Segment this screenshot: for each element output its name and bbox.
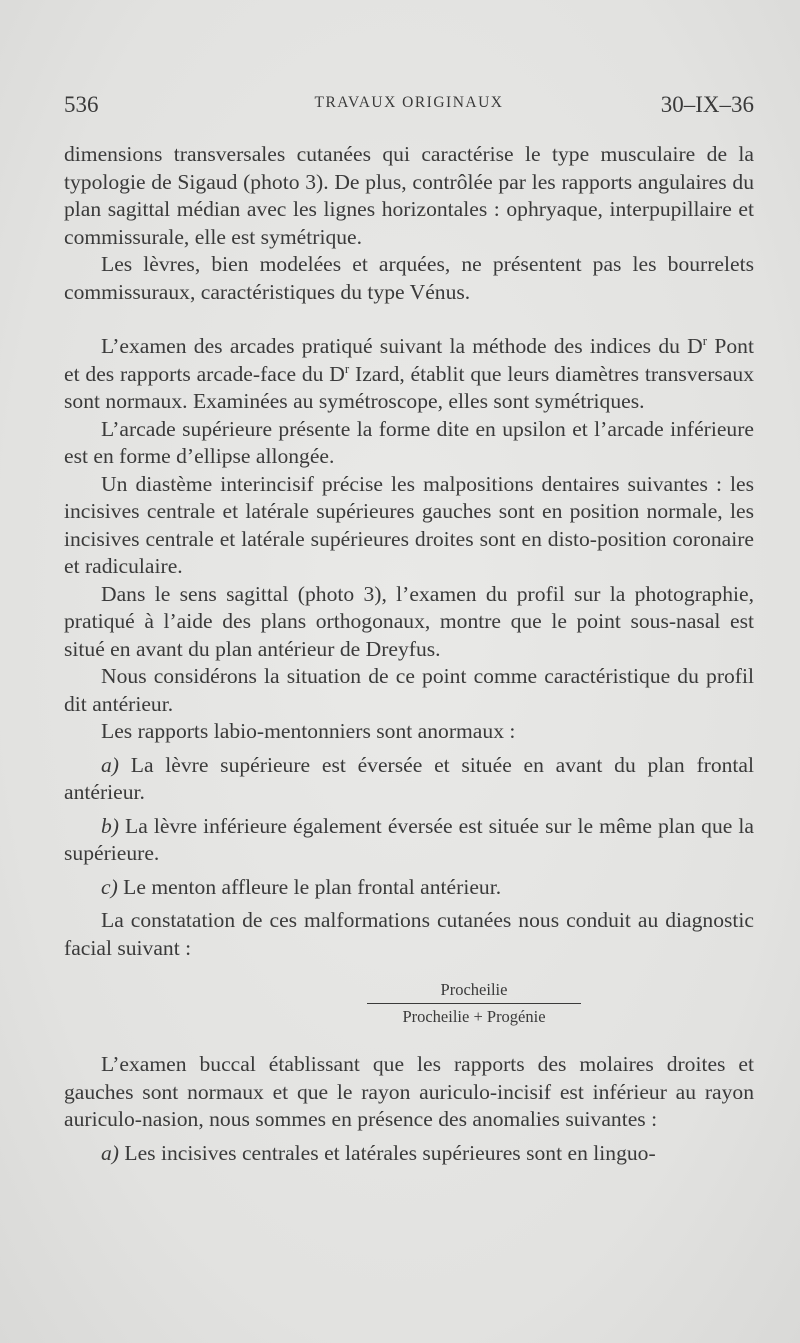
paragraph: L’examen des arcades pratiqué suivant la méthode des indices du $D^r$ Pont et des rapports arcade-face du $D^r$ Izard, établit que leurs diamètres transversaux sont normaux. Examinées au symétroscope, elles sont symétriques. bbox=[64, 332, 754, 413]
page-header bbox=[64, 92, 754, 122]
list-item: a) La lèvre supérieure est éversée et située en avant du plan frontal antérieur. bbox=[64, 752, 754, 804]
list-item: b) La lèvre inférieure également éversée est située sur le même plan que la supérieure. bbox=[64, 813, 754, 865]
list-item: c) Le menton affleure le plan frontal antérieur. bbox=[101, 874, 502, 899]
paragraph: L’examen buccal établissant que les rapports des molaires droites et gauches sont normaux et que le rayon auriculo-incisif est inférieur au rayon auriculo-nasion, nous sommes en présence des anomalies suivantes : bbox=[64, 1052, 754, 1131]
list-item: a) Les incisives centrales et latérales supérieures sont en linguo- bbox=[101, 1140, 656, 1165]
paragraph: Dans le sens sagittal (photo 3), l’examen du profil sur la photographie, pratiqué à l’aide des plans orthogonaux, montre que le point sous-nasal est situé en avant du plan antérieur de Dreyfus. bbox=[64, 581, 754, 661]
header-date: 30–IX–36 bbox=[660, 92, 754, 117]
page-body bbox=[64, 141, 754, 1167]
diagnostic-formula bbox=[64, 980, 754, 1027]
running-title: TRAVAUX ORIGINAUX bbox=[314, 94, 504, 111]
paragraph: Les rapports labio-mentonniers sont anormaux : bbox=[101, 719, 516, 743]
paragraph: dimensions transversales cutanées qui caractérise le type musculaire de la typologie de Sigaud (photo 3). De plus, contrôlée par les rapports angulaires du plan sagittal médian avec les lignes horizontales : ophryaque, interpupillaire et commissurale, elle est symétrique. bbox=[64, 142, 754, 249]
paragraph: Un diastème interincisif précise les malpositions dentaires suivantes : les incisives centrale et latérale supérieures gauches sont en position normale, les incisives centrale et latérale supérieures droites sont en disto-position coronaire et radiculaire. bbox=[64, 471, 754, 578]
paragraph: Nous considérons la situation de ce point comme caractéristique du profil dit antérieur. bbox=[64, 664, 754, 716]
page-number: 536 bbox=[64, 92, 99, 117]
paragraph: La constatation de ces malformations cutanées nous conduit au diagnostic facial suivant : bbox=[64, 908, 754, 960]
formula-numerator: Procheilie bbox=[440, 980, 508, 999]
formula-denominator: Procheilie + Progénie bbox=[402, 1007, 546, 1026]
paragraph: L’arcade supérieure présente la forme dite en upsilon et l’arcade inférieure est en forme d’ellipse allongée. bbox=[64, 416, 754, 468]
paragraph: Les lèvres, bien modelées et arquées, ne présentent pas les bourrelets commissuraux, caractéristiques du type Vénus. bbox=[64, 252, 754, 304]
